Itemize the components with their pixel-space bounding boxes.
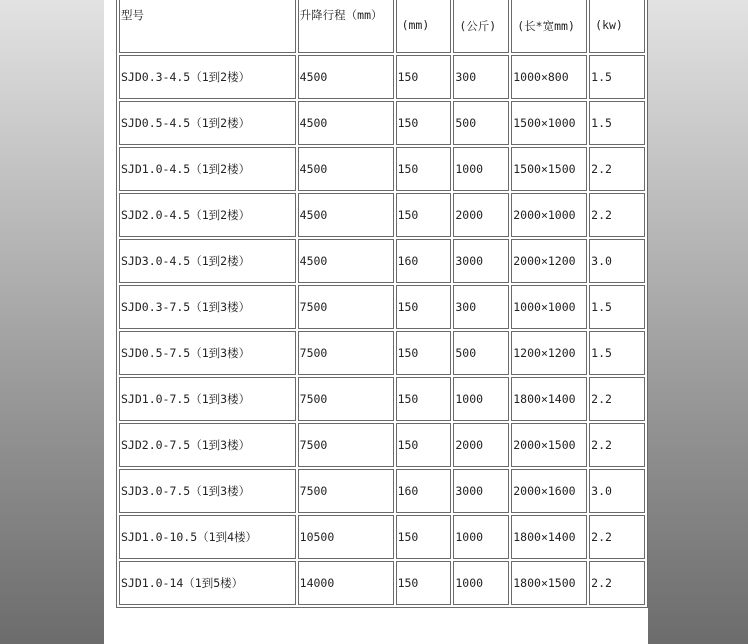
header-platform-size-label: (长*宽mm) <box>517 19 575 33</box>
cell-load: 300 <box>453 55 509 99</box>
header-row <box>119 0 645 53</box>
cell-height: 150 <box>396 101 452 145</box>
cell-load: 500 <box>453 331 509 375</box>
cell-load: 500 <box>453 101 509 145</box>
spec-table-body <box>119 0 645 605</box>
cell-lift-travel: 14000 <box>298 561 394 605</box>
table-row <box>119 423 645 467</box>
cell-model: SJD1.0-7.5（1到3楼） <box>119 377 296 421</box>
cell-height: 150 <box>396 515 452 559</box>
cell-model: SJD0.3-4.5（1到2楼） <box>119 55 296 99</box>
cell-power: 3.0 <box>589 239 645 283</box>
cell-platform-size: 1800×1400 <box>511 515 587 559</box>
cell-model: SJD3.0-4.5（1到2楼） <box>119 239 296 283</box>
cell-power: 1.5 <box>589 55 645 99</box>
cell-lift-travel: 4500 <box>298 147 394 191</box>
cell-model: SJD2.0-7.5（1到3楼） <box>119 423 296 467</box>
cell-power: 3.0 <box>589 469 645 513</box>
cell-lift-travel: 7500 <box>298 423 394 467</box>
cell-power: 1.5 <box>589 331 645 375</box>
cell-power: 1.5 <box>589 101 645 145</box>
cell-platform-size: 1500×1500 <box>511 147 587 191</box>
cell-load: 2000 <box>453 423 509 467</box>
table-row <box>119 561 645 605</box>
cell-power: 2.2 <box>589 377 645 421</box>
cell-load: 1000 <box>453 561 509 605</box>
cell-lift-travel: 7500 <box>298 331 394 375</box>
cell-platform-size: 2000×1000 <box>511 193 587 237</box>
header-lift-travel-label: 升降行程（mm） <box>299 8 383 22</box>
table-row <box>119 515 645 559</box>
cell-load: 2000 <box>453 193 509 237</box>
table-row <box>119 101 645 145</box>
header-lift-travel <box>298 0 394 53</box>
cell-load: 3000 <box>453 469 509 513</box>
header-load-label: (公斤) <box>459 19 497 33</box>
cell-lift-travel: 4500 <box>298 193 394 237</box>
cell-lift-travel: 7500 <box>298 469 394 513</box>
cell-power: 2.2 <box>589 515 645 559</box>
cell-model: SJD1.0-4.5（1到2楼） <box>119 147 296 191</box>
cell-platform-size: 1500×1000 <box>511 101 587 145</box>
cell-lift-travel: 4500 <box>298 239 394 283</box>
header-height <box>396 0 452 53</box>
cell-platform-size: 1800×1400 <box>511 377 587 421</box>
cell-lift-travel: 7500 <box>298 377 394 421</box>
cell-height: 150 <box>396 561 452 605</box>
cell-height: 150 <box>396 377 452 421</box>
cell-power: 2.2 <box>589 193 645 237</box>
header-power-label: (kw) <box>595 18 623 32</box>
table-row <box>119 331 645 375</box>
cell-height: 150 <box>396 147 452 191</box>
header-load <box>453 0 509 53</box>
cell-platform-size: 1000×800 <box>511 55 587 99</box>
cell-power: 2.2 <box>589 147 645 191</box>
cell-height: 160 <box>396 469 452 513</box>
cell-lift-travel: 10500 <box>298 515 394 559</box>
table-row <box>119 285 645 329</box>
header-power <box>589 0 645 53</box>
cell-model: SJD0.3-7.5（1到3楼） <box>119 285 296 329</box>
cell-power: 1.5 <box>589 285 645 329</box>
cell-height: 150 <box>396 193 452 237</box>
cell-load: 1000 <box>453 377 509 421</box>
header-platform-size <box>511 0 587 53</box>
cell-power: 2.2 <box>589 561 645 605</box>
cell-platform-size: 2000×1200 <box>511 239 587 283</box>
cell-platform-size: 2000×1500 <box>511 423 587 467</box>
cell-model: SJD0.5-4.5（1到2楼） <box>119 101 296 145</box>
cell-platform-size: 1800×1500 <box>511 561 587 605</box>
cell-height: 150 <box>396 423 452 467</box>
cell-model: SJD1.0-14（1到5楼） <box>119 561 296 605</box>
cell-model: SJD2.0-4.5（1到2楼） <box>119 193 296 237</box>
cell-model: SJD0.5-7.5（1到3楼） <box>119 331 296 375</box>
cell-platform-size: 1000×1000 <box>511 285 587 329</box>
cell-height: 160 <box>396 239 452 283</box>
header-model-label: 型号 <box>121 8 144 22</box>
cell-height: 150 <box>396 55 452 99</box>
cell-platform-size: 1200×1200 <box>511 331 587 375</box>
cell-height: 150 <box>396 285 452 329</box>
table-row <box>119 55 645 99</box>
cell-power: 2.2 <box>589 423 645 467</box>
cell-lift-travel: 4500 <box>298 101 394 145</box>
spec-table <box>116 0 648 608</box>
table-row <box>119 239 645 283</box>
table-row <box>119 147 645 191</box>
header-height-label: (mm) <box>401 18 430 32</box>
cell-height: 150 <box>396 331 452 375</box>
cell-model: SJD3.0-7.5（1到3楼） <box>119 469 296 513</box>
cell-lift-travel: 7500 <box>298 285 394 329</box>
table-row <box>119 193 645 237</box>
cell-load: 1000 <box>453 147 509 191</box>
table-row <box>119 377 645 421</box>
cell-load: 3000 <box>453 239 509 283</box>
cell-platform-size: 2000×1600 <box>511 469 587 513</box>
table-row <box>119 469 645 513</box>
header-model <box>119 0 296 53</box>
cell-model: SJD1.0-10.5（1到4楼） <box>119 515 296 559</box>
cell-lift-travel: 4500 <box>298 55 394 99</box>
page <box>104 0 648 644</box>
cell-load: 300 <box>453 285 509 329</box>
cell-load: 1000 <box>453 515 509 559</box>
